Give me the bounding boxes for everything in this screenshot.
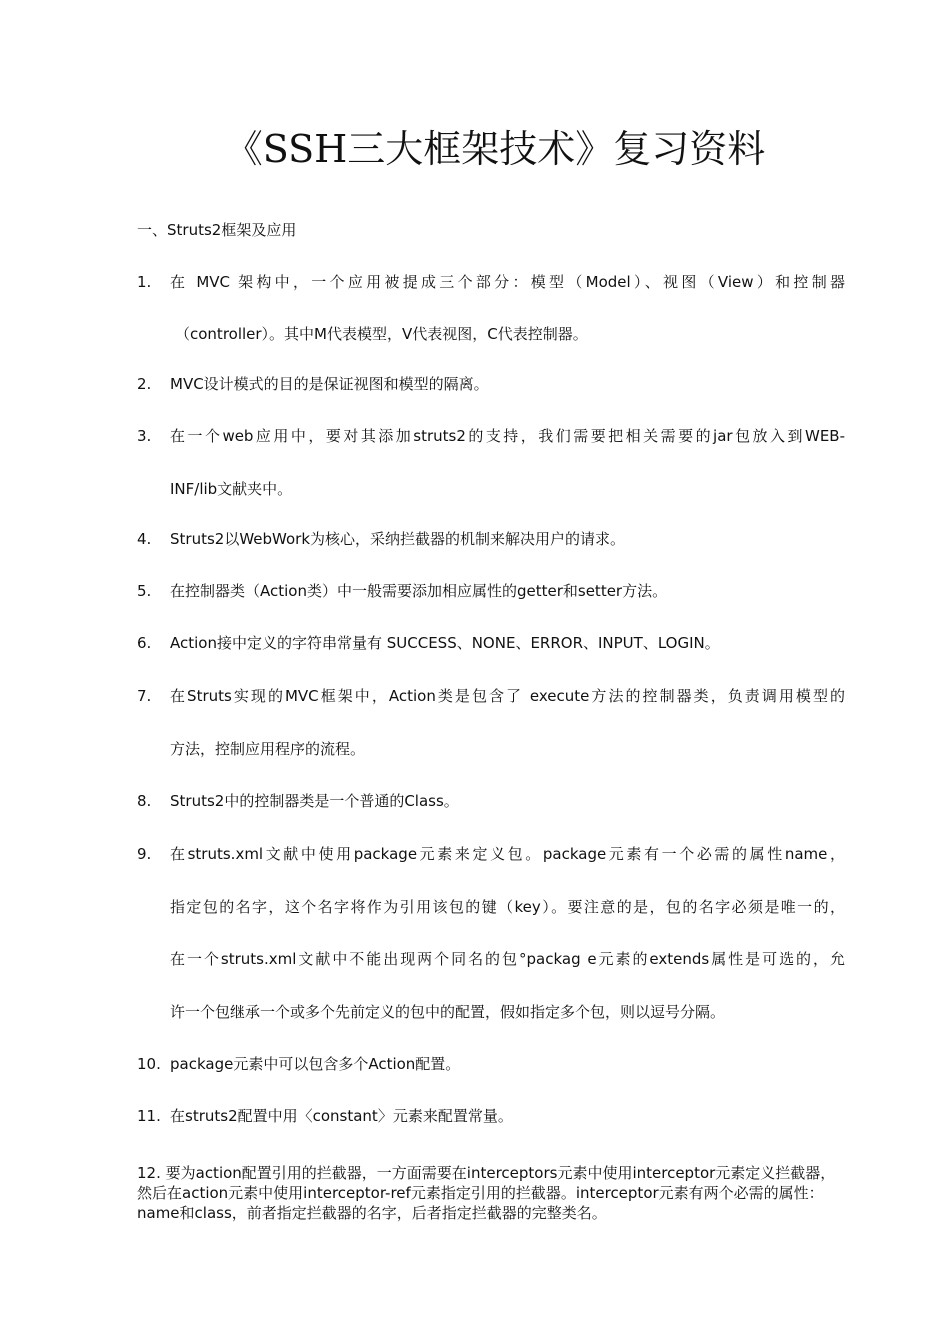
item-text: （controller）。其中M代表模型，V代表视图，C代表控制器。 xyxy=(175,325,588,343)
item-number: 2. xyxy=(137,375,152,393)
item-number: 3. xyxy=(137,427,152,445)
item-text: 在一个struts.xml文献中不能出现两个同名的包°packag e元素的extends属性是可选的，允 xyxy=(170,950,845,968)
item-text: Action接中定义的字符串常量有 SUCCESS、NONE、ERROR、INPUT、LOGIN。 xyxy=(170,634,720,652)
item-number: 7. xyxy=(137,687,152,705)
item-text: 在控制器类（Action类）中一般需要添加相应属性的getter和setter方法。 xyxy=(170,582,668,600)
item-text: Struts2以WebWork为核心，采纳拦截器的机制来解决用户的请求。 xyxy=(170,530,626,548)
item-text: 指定包的名字，这个名字将作为引用该包的键（key）。要注意的是，包的名字必须是唯一的， xyxy=(170,898,845,916)
item-number: 8. xyxy=(137,792,152,810)
item-text: package元素中可以包含多个Action配置。 xyxy=(170,1055,461,1073)
page-title: 《SSH三大框架技术》复习资料 xyxy=(224,127,766,171)
item-number: 4. xyxy=(137,530,152,548)
item-12-paragraph: 12. 要为action配置引用的拦截器，一方面需要在interceptors元素中使用interceptor元素定义拦截器，然后在action元素中使用interceptor-ref元素指定引用的拦截器。interceptor元素有两个必需的属性：name和class，前者指定拦截器的名字，后者指定拦截器的完整类名。 xyxy=(137,1164,836,1222)
item-number: 11. xyxy=(137,1107,161,1125)
item-text: 方法，控制应用程序的流程。 xyxy=(170,740,366,758)
item-text: 在一个web应用中，要对其添加struts2的支持，我们需要把相关需要的jar包放入到WEB- xyxy=(170,427,845,445)
section-heading: 一、Struts2框架及应用 xyxy=(137,221,297,239)
item-text: 在struts.xml文献中使用package元素来定义包。package元素有一个必需的属性name， xyxy=(170,845,845,863)
item-number: 5. xyxy=(137,582,152,600)
item-text: 许一个包继承一个或多个先前定义的包中的配置，假如指定多个包，则以逗号分隔。 xyxy=(170,1003,726,1021)
item-number: 10. xyxy=(137,1055,161,1073)
item-text: Struts2中的控制器类是一个普通的Class。 xyxy=(170,792,459,810)
item-number: 6. xyxy=(137,634,152,652)
item-text: 在Struts实现的MVC框架中，Action类是包含了 execute方法的控制器类，负责调用模型的 xyxy=(170,687,845,705)
item-text: INF/lib文献夹中。 xyxy=(170,480,293,498)
item-number: 9. xyxy=(137,845,152,863)
item-text: MVC设计模式的目的是保证视图和模型的隔离。 xyxy=(170,375,489,393)
item-text: 在 MVC 架构中，一个应用被提成三个部分：模型（Model）、视图（View）和控制器 xyxy=(170,273,845,291)
item-number: 1. xyxy=(137,273,152,291)
item-text: 在struts2配置中用〈constant〉元素来配置常量。 xyxy=(170,1107,513,1125)
